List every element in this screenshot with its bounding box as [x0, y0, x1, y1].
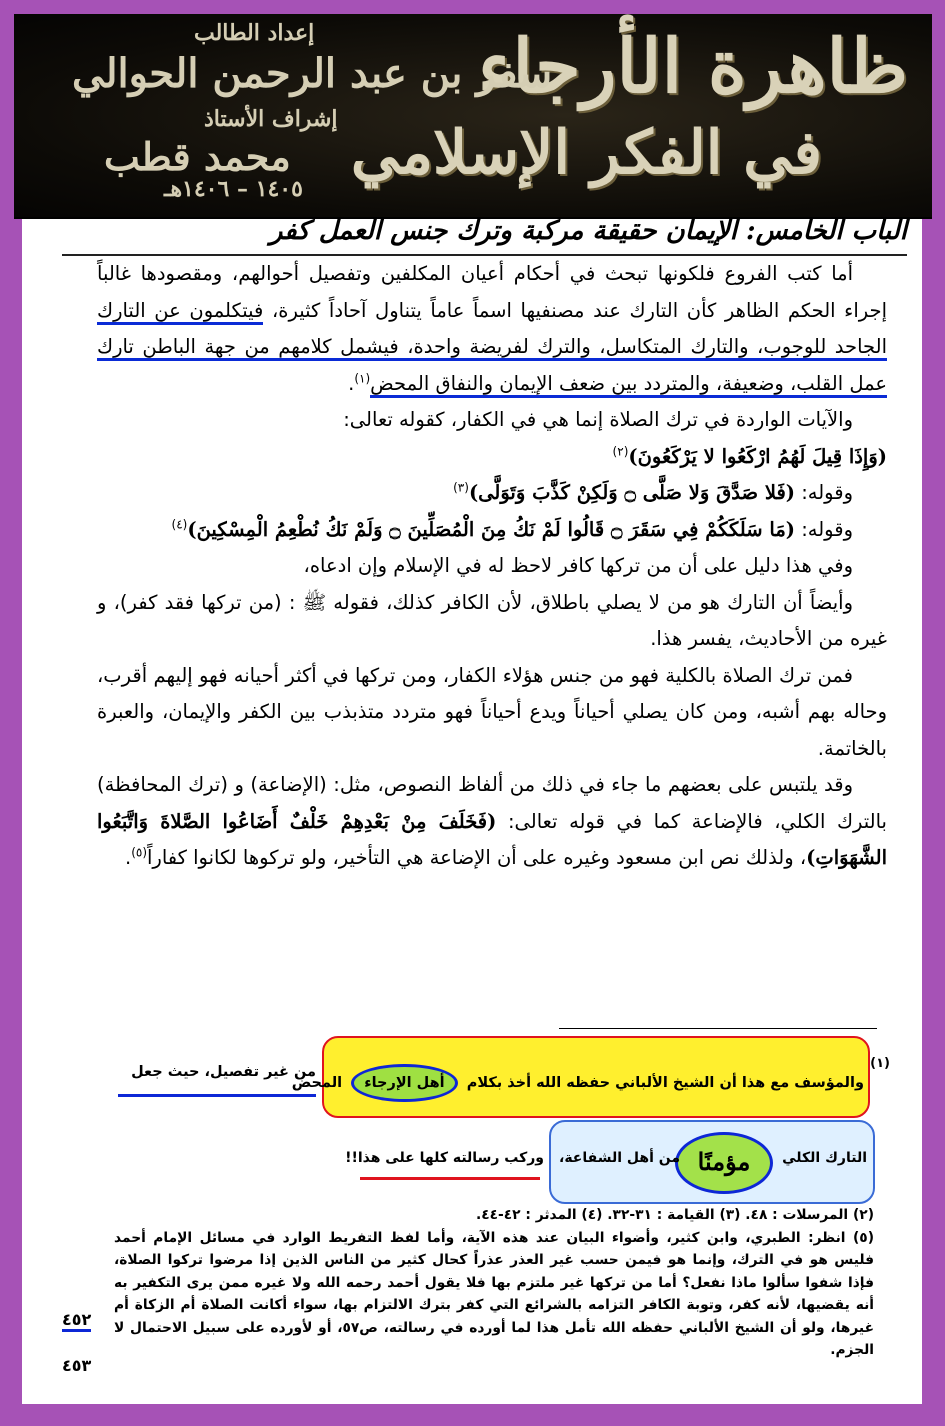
paragraph-8: وقد يلتبس على بعضهم ما جاء في ذلك من ألفاظ النصوص، مثل: (الإضاعة) و (ترك المحافظة) بالترك الكلي، فالإضاعة كما في قوله تعالى: (فَخَلَفَ مِنْ بَعْدِهِمْ خَلْفٌ أَضَاعُوا الصَّلاةَ وَاتَّبَعُوا الشَّهَوَاتِ)، ولذلك نص ابن مسعود وغيره على أن الإضاعة هي التأخير، ولو تركوها لكانوا كفاراً$^{(٥)}$.: [97, 773, 887, 869]
annotation-continuation: من غير تفصيل، حيث جعل: [131, 1064, 316, 1080]
quran-verse: (فَخَلَفَ مِنْ بَعْدِهِمْ خَلْفٌ أَضَاعُوا الصَّلاةَ وَاتَّبَعُوا الشَّهَوَاتِ): [97, 809, 887, 869]
footnote-ref-4: (٤): [171, 517, 188, 531]
footnote-2-4: (٢) المرسلات : ٤٨. (٣) القيامة : ٣١-٣٢. (٤) المدثر : ٤٢-٤٤.: [475, 1207, 874, 1223]
footnote-mark-1: (١): [870, 1056, 890, 1071]
supervisor-name: محمد قطب: [104, 134, 291, 179]
paragraph-4: وقوله: (مَا سَلَكَكُمْ فِي سَقَرَ ۝ قَالُوا لَمْ نَكُ مِنَ الْمُصَلِّينَ ۝ وَلَمْ نَكُ نُطْعِمُ الْمِسْكِينَ)$^{(٤)}$: [171, 517, 853, 541]
annotation-label-2: من أهل الشفاعة،: [559, 1150, 681, 1166]
prep-label: إعداد الطالب: [194, 20, 315, 46]
annotation-blue-box: [549, 1120, 875, 1204]
paragraph-2: والآيات الواردة في ترك الصلاة إنما هي في الكفار، كقوله تعالى: (وَإِذَا قِيلَ لَهُمُ ارْكَعُوا لا يَرْكَعُونَ)$^{(٢)}$: [343, 408, 887, 468]
page-number: ٤٥٣: [62, 1356, 92, 1375]
paragraph-6: وأيضاً أن التارك هو من لا يصلي باطلاق، لأن الكافر كذلك، فقوله ﷺ : (من تركها فقد كفر)، و غيره من الأحاديث، يفسر هذا.: [97, 590, 887, 650]
annotation-yellow-box: [291, 1036, 890, 1118]
paragraph-7: فمن ترك الصلاة بالكلية فهو من جنس هؤلاء الكفار، ومن تركها في أكثر أحيانه فهو إليهم أقرب، وحاله بهم أشبه، ومن كان يصلي أحياناً ويدع أحياناً فهو متردد متذبذب بين الكفر والإيمان، والعبرة بالخاتمة.: [97, 663, 887, 760]
footnote-separator: [559, 1028, 877, 1029]
footnote-ref-5: (٥): [131, 845, 148, 860]
banner-years: ١٤٠٥ – ١٤٠٦هـ: [164, 176, 303, 202]
footnote-5: (٥) انظر: الطبري، وابن كثير، وأضواء البيان عند هذه الآية، وأما لفظ التفريط الوارد في مسائل الإمام أحمد فليس هو في الترك، وإنما هو فيمن حسب غير العذر عذراً كحال كثير من الناس الذين إذا مرضوا تركوا الصلاة، فإذا شفوا سألوا ماذا نفعل؟ أما من تركها غير ملتزم بها فلا يقول أحمد رحمه الله ولا غيره ممن يرى التكفير به أنه يقضيها، لأنه كفر، وتوبة الكافر التزامه بالشرائع التي كفر بترك الالتزام بها، سواء أكانت الصلاة أم الزكاة أم غيرها، ولو أن الشيخ الألباني حفظه الله تأمل هذا لما أورده في رسالته، ص٥٧، أو لأورده على سبيل الاحتمال لا الجزم.: [114, 1229, 874, 1358]
annotation-label: التارك الكلي: [782, 1150, 867, 1166]
document-page: [22, 20, 922, 1404]
footnote-ref-2: (٢): [612, 444, 629, 458]
paragraph-5: وفي هذا دليل على أن من تركها كافر لاحظ له في الإسلام وإن ادعاه،: [303, 554, 853, 577]
highlight-circle: أهل الإرجاء: [351, 1064, 457, 1102]
book-subtitle: في الفكر الإسلامي: [350, 118, 822, 188]
red-underline: [360, 1177, 540, 1180]
annotation-continuation-2: وركب رسالته كلها على هذا!!: [345, 1150, 544, 1166]
page-number: ٤٥٢: [62, 1310, 91, 1332]
highlight-circle-badge: مؤمنًا: [675, 1132, 773, 1194]
footnote-ref-3: (٣): [453, 480, 469, 495]
quran-verse: (مَا سَلَكَكُمْ فِي سَقَرَ ۝ قَالُوا لَمْ نَكُ مِنَ الْمُصَلِّينَ ۝ وَلَمْ نَكُ نُطْعِمُ الْمِسْكِينَ): [187, 517, 796, 541]
quran-verse: (فَلا صَدَّقَ وَلا صَلَّى ۝ وَلَكِنْ كَذَّبَ وَتَوَلَّى): [468, 481, 796, 504]
quran-verse: (وَإِذَا قِيلَ لَهُمُ ارْكَعُوا لا يَرْكَعُونَ): [628, 444, 887, 468]
footnote-ref-1: (١): [354, 371, 371, 385]
footnotes: [114, 1204, 874, 1362]
paragraph-1: أما كتب الفروع فلكونها تبحث في أحكام أعيان المكلفين وتفصيل أحوالهم، ومقصودها غالباً إجراء الحكم الظاهر كأن التارك عند مصنفيها اسماً عاماً يتناول آحاداً كثيرة، فيتكلمون عن التارك الجاحد للوجوب، والتارك المتكاسل، والترك لفريضة واحدة، فيشمل كلامهم من جهة الباطن تارك عمل القلب، وضعيفة، والمتردد بين ضعف الإيمان والنفاق المحض$^{(١)}$.: [97, 256, 887, 402]
supervisor-label: إشراف الأستاذ: [204, 106, 338, 132]
main-text: [97, 256, 887, 877]
book-cover-banner: [14, 14, 932, 219]
chapter-heading: الباب الخامس: الإيمان حقيقة مركبة وترك جنس العمل كفر: [62, 208, 907, 256]
underlined-passage: فيتكلمون عن التارك الجاحد للوجوب، والتارك المتكاسل، والترك لفريضة واحدة، فيشمل كلامهم من جهة الباطن تارك عمل القلب، وضعيفة، والمتردد بين ضعف الإيمان والنفاق المحض: [97, 299, 887, 398]
author-name: سفر بن عبد الرحمن الحوالي: [72, 50, 553, 97]
blue-underline: [118, 1094, 316, 1097]
paragraph-3: وقوله: (فَلا صَدَّقَ وَلا صَلَّى ۝ وَلَكِنْ كَذَّبَ وَتَوَلَّى)$^{(٣)}$: [453, 480, 853, 504]
book-title: ظاهرة الأرجاء: [477, 24, 908, 110]
annotation-text: والمؤسف مع هذا أن الشيخ الألباني حفظه الله أخذ بكلام أهل الإرجاء المحض: [292, 1064, 864, 1102]
